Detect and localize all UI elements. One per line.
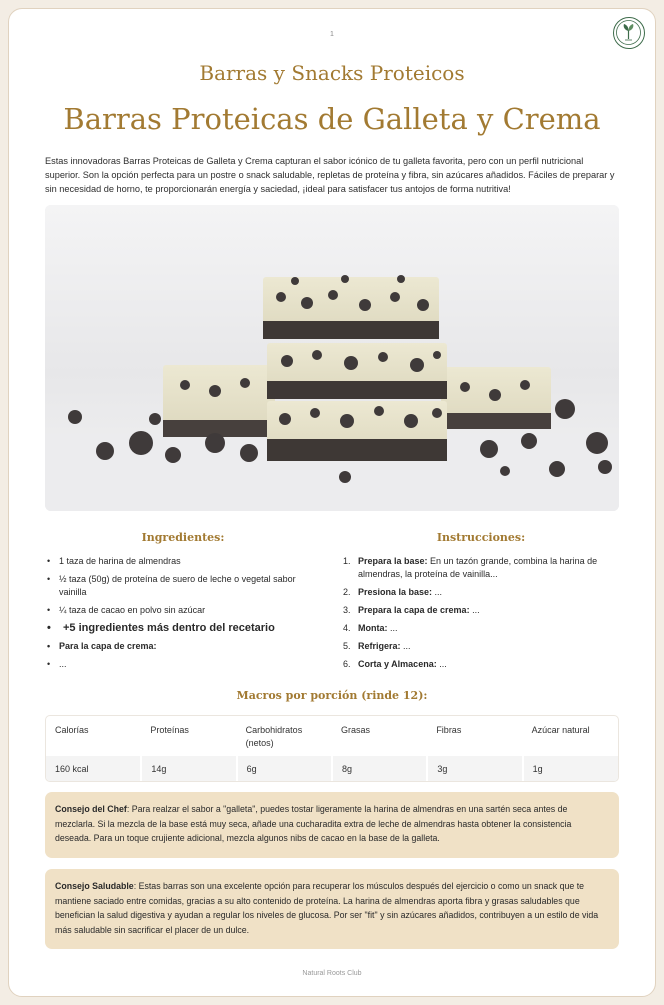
step-text: ... bbox=[469, 605, 480, 615]
macro-value-fat: 8g bbox=[332, 756, 427, 781]
step-label: Refrigera: bbox=[358, 641, 401, 651]
instruction-step bbox=[343, 555, 623, 581]
health-tip bbox=[45, 869, 619, 949]
chef-tip-text: : Para realzar el sabor a "galleta", puedes tostar ligeramente la harina de almendras en una sartén seca antes de mezclarla. Si la mezcla de la base está muy seca, añade una cucharadita extra de leche de almendras hasta obtener la consistencia deseada. Para un toque crujiente adicional, mezcla algunos nibs de cacao en la base de la galleta. bbox=[55, 804, 572, 843]
macro-header-sugar: Azúcar natural bbox=[531, 725, 590, 735]
health-tip-label: Consejo Saludable bbox=[55, 881, 134, 891]
step-number: 5. bbox=[343, 641, 351, 651]
macros-value-row bbox=[46, 756, 618, 781]
step-text: ... bbox=[400, 641, 411, 651]
recipe-page bbox=[8, 8, 656, 997]
cream-layer-heading: • Para la capa de crema: bbox=[45, 640, 321, 653]
step-text: ... bbox=[387, 623, 398, 633]
macros-title: Macros por porción (rinde 12): bbox=[236, 689, 428, 702]
step-label: Prepara la base: bbox=[358, 556, 428, 566]
macro-value-sugar: 1g bbox=[523, 756, 618, 781]
ingredient-item: • ½ taza (50g) de proteína de suero de leche o vegetal sabor vainilla bbox=[45, 573, 321, 599]
macro-header-fat: Grasas bbox=[340, 725, 370, 735]
recipe-title: Barras Proteicas de Galleta y Crema bbox=[63, 102, 601, 136]
macro-value-fiber: 3g bbox=[427, 756, 522, 781]
recipe-photo bbox=[45, 205, 619, 511]
macro-value-calories: 160 kcal bbox=[46, 756, 141, 781]
recipe-intro: Estas innovadoras Barras Proteicas de Galleta y Crema capturan el sabor icónico de tu galleta favorita, pero con un perfil nutricional superior. Son la opción perfecta para un postre o snack saludable, repletas de proteína y fibra, sin azúcares añadidos. Fáciles de preparar y sin necesidad de horno, te proporcionarán energía y saciedad, ¡ideal para satisfacer tus antojos de forma nutritiva! bbox=[45, 156, 615, 194]
step-number: 2. bbox=[343, 587, 351, 597]
macro-header-fiber: Fibras bbox=[436, 725, 462, 735]
macro-header-protein: Proteínas bbox=[150, 725, 189, 735]
chef-tip-label: Consejo del Chef bbox=[55, 804, 127, 814]
section-title: Barras y Snacks Proteicos bbox=[199, 61, 465, 85]
instructions-title: Instrucciones: bbox=[436, 531, 526, 544]
macro-header-calories: Calorías bbox=[55, 725, 89, 735]
ingredient-item: • ¼ taza de cacao en polvo sin azúcar bbox=[45, 604, 321, 617]
macro-header-carbs: Carbohidratos (netos) bbox=[245, 725, 303, 748]
step-number: 3. bbox=[343, 605, 351, 615]
step-number: 4. bbox=[343, 623, 351, 633]
instruction-step bbox=[343, 586, 623, 599]
instruction-step bbox=[343, 604, 623, 617]
step-label: Presiona la base: bbox=[358, 587, 433, 597]
ingredient-item: • 1 taza de harina de almendras bbox=[45, 555, 321, 568]
chef-tip bbox=[45, 792, 619, 858]
instruction-step bbox=[343, 640, 623, 653]
more-ingredients-note: • +5 ingredientes más dentro del recetario bbox=[45, 622, 321, 635]
macro-value-carbs: 6g bbox=[237, 756, 332, 781]
step-number: 1. bbox=[343, 556, 351, 566]
page-footer: Natural Roots Club bbox=[302, 970, 362, 977]
step-text: ... bbox=[436, 659, 447, 669]
step-number: 6. bbox=[343, 659, 351, 669]
instruction-step bbox=[343, 658, 623, 671]
page-number: 1 bbox=[330, 31, 334, 38]
health-tip-text: : Estas barras son una excelente opción para recuperar los músculos después del ejercicio o como un snack que te mantiene saciado entre comidas, gracias a su alto contenido de proteína. La harina de almendras aporta fibra y grasas saludables que benefician la salud digestiva y ayudan a regular los niveles de glucosa. Por ser "fit" y sin azúcares añadidos, contribuyen a un estilo de vida más saludable sin sacrificar el placer de un dulce. bbox=[55, 881, 599, 935]
ingredients-title: Ingredientes: bbox=[141, 531, 225, 544]
step-text: En un tazón grande, combina la harina de almendras, la proteína de vainilla... bbox=[358, 556, 598, 579]
macros-header-row bbox=[46, 716, 618, 756]
instruction-step bbox=[343, 622, 623, 635]
step-text: ... bbox=[432, 587, 443, 597]
step-label: Monta: bbox=[358, 623, 388, 633]
step-label: Corta y Almacena: bbox=[358, 659, 437, 669]
step-label: Prepara la capa de crema: bbox=[358, 605, 470, 615]
natural-roots-logo bbox=[613, 17, 645, 49]
instructions-list bbox=[343, 555, 623, 676]
macro-value-protein: 14g bbox=[141, 756, 236, 781]
ingredients-list bbox=[45, 555, 321, 676]
macros-table bbox=[45, 715, 619, 782]
ingredient-item: • ... bbox=[45, 658, 321, 671]
